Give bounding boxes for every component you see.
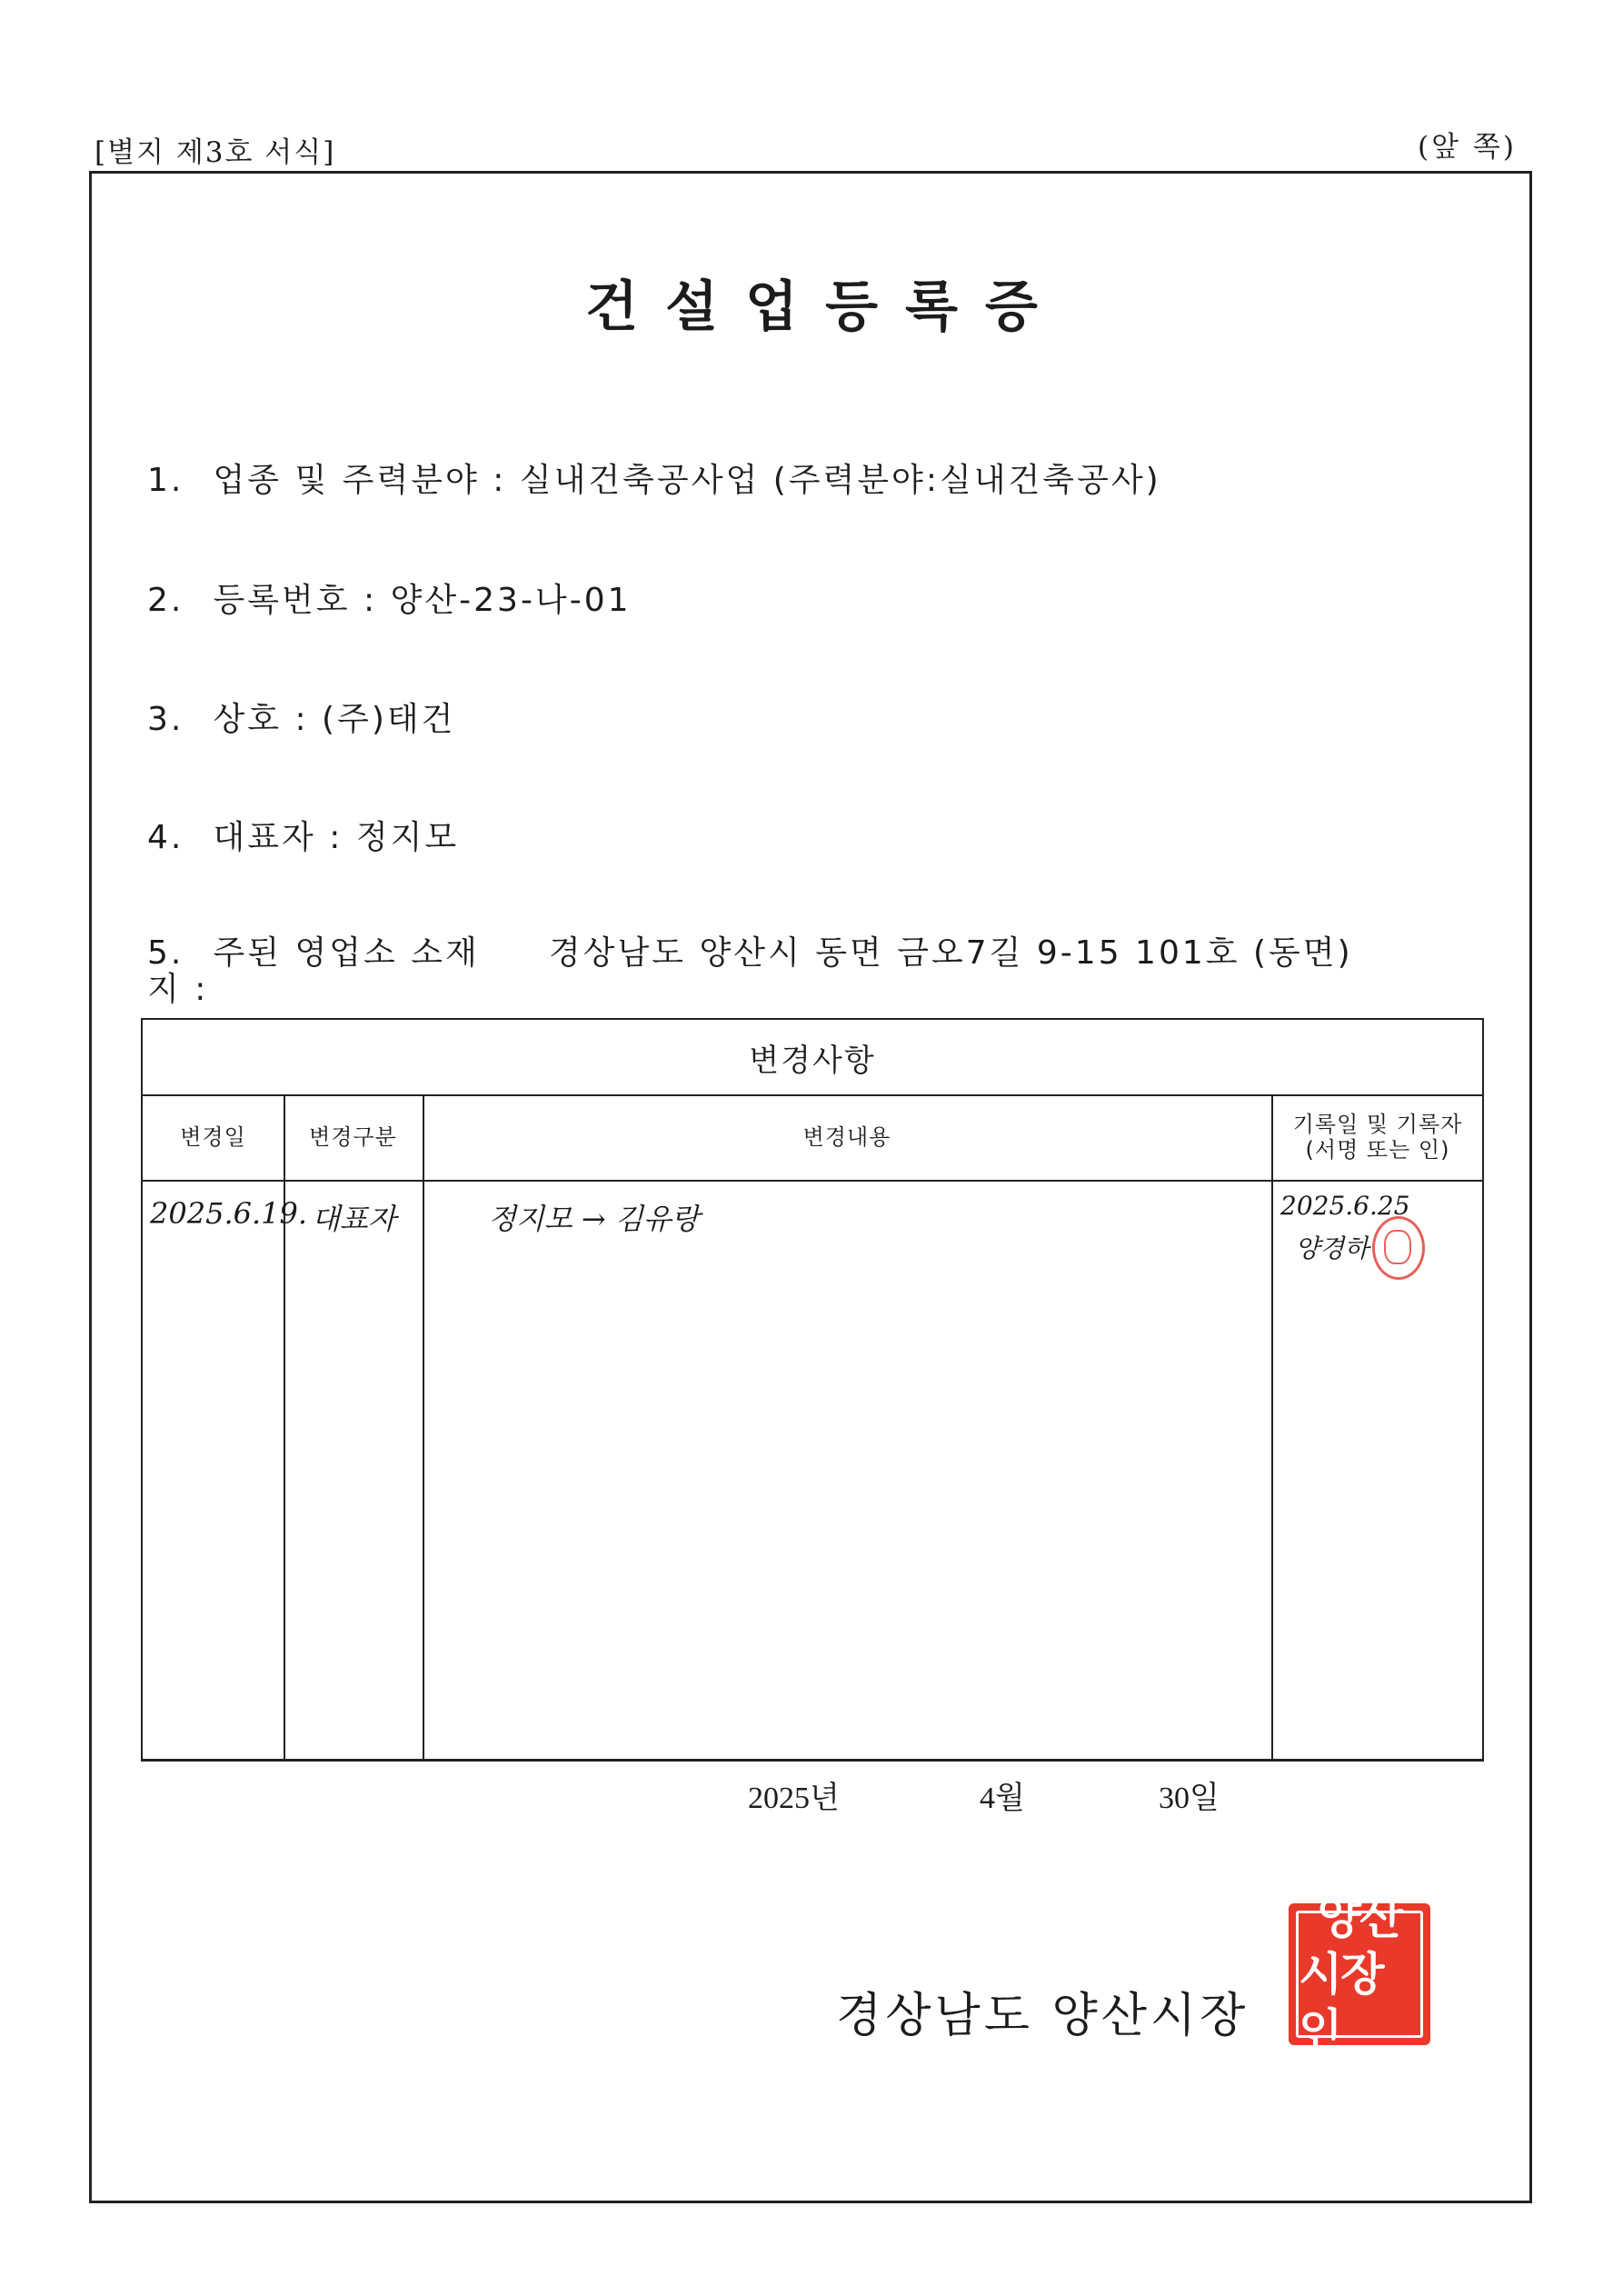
- item-label: 대표자 :: [213, 819, 344, 856]
- item-number: 5.: [147, 934, 184, 972]
- item-company-name: [147, 694, 455, 740]
- seal-text-line1: 양산: [1317, 1892, 1402, 1944]
- address-label-continued: 지 :: [147, 971, 209, 1008]
- column-divider: [1271, 1096, 1273, 1759]
- item-number: 1.: [147, 462, 184, 499]
- item-value: (주)태건: [322, 701, 456, 738]
- column-divider: [423, 1096, 424, 1759]
- column-header-change-content: 변경내용: [802, 1124, 891, 1151]
- item-number: 3.: [147, 701, 184, 738]
- seal-border: [1296, 1892, 1423, 2057]
- item-label: 등록번호 :: [213, 582, 378, 619]
- issuer-name: 경상남도 양산시장: [836, 1989, 1250, 2043]
- item-registration-number: [147, 574, 632, 621]
- issue-month: 4월: [980, 1782, 1025, 1815]
- table-cell-change-category: 대표자: [312, 1202, 396, 1236]
- item-number: 4.: [147, 819, 184, 856]
- item-representative: [147, 812, 459, 858]
- changes-table: [141, 1018, 1484, 1762]
- column-header-change-date: 변경일: [180, 1124, 246, 1151]
- column-header-recorder: [1271, 1096, 1484, 1180]
- item-value: 양산-23-나-01: [390, 582, 632, 619]
- header-divider: [143, 1180, 1482, 1182]
- table-cell-recorder-signature: 양경하: [1295, 1233, 1369, 1263]
- seal-text-line2: 시장인: [1299, 1948, 1383, 2057]
- column-header-recorder-line2: (서명 또는 인): [1305, 1137, 1450, 1163]
- item-label: 업종 및 주력분야 :: [213, 462, 507, 499]
- changes-table-title: 변경사항: [143, 1020, 1482, 1096]
- form-label: [별지 제3호 서식]: [95, 136, 336, 169]
- page-side-label: (앞 쪽): [1418, 131, 1517, 164]
- address-label: 주된 영업소 소재: [213, 934, 480, 972]
- item-label: 상호 :: [213, 701, 309, 738]
- official-seal-stamp: [1289, 1892, 1430, 2057]
- table-cell-change-date: 2025.6.19.: [150, 1196, 308, 1231]
- column-header-recorder-line1: 기록일 및 기록자: [1292, 1112, 1463, 1138]
- table-cell-record-date: 2025.6.25: [1280, 1191, 1410, 1221]
- issue-day: 30일: [1159, 1782, 1220, 1815]
- item-number: 2.: [147, 582, 184, 619]
- document-title: 건설업등록증: [585, 275, 1065, 339]
- issue-year: 2025년: [748, 1782, 840, 1815]
- table-cell-change-content: 정지모 → 김유랑: [488, 1202, 700, 1236]
- recorder-seal-stamp: [1372, 1216, 1425, 1280]
- item-business-address: [147, 927, 1353, 973]
- address-value: 경상남도 양산시 동면 금오7길 9-15 101호 (동면): [548, 934, 1353, 972]
- column-header-change-category: 변경구분: [309, 1124, 397, 1151]
- item-value: 실내건축공사업 (주력분야:실내건축공사): [519, 462, 1161, 499]
- item-business-type: [147, 454, 1161, 501]
- item-value: 정지모: [355, 819, 460, 856]
